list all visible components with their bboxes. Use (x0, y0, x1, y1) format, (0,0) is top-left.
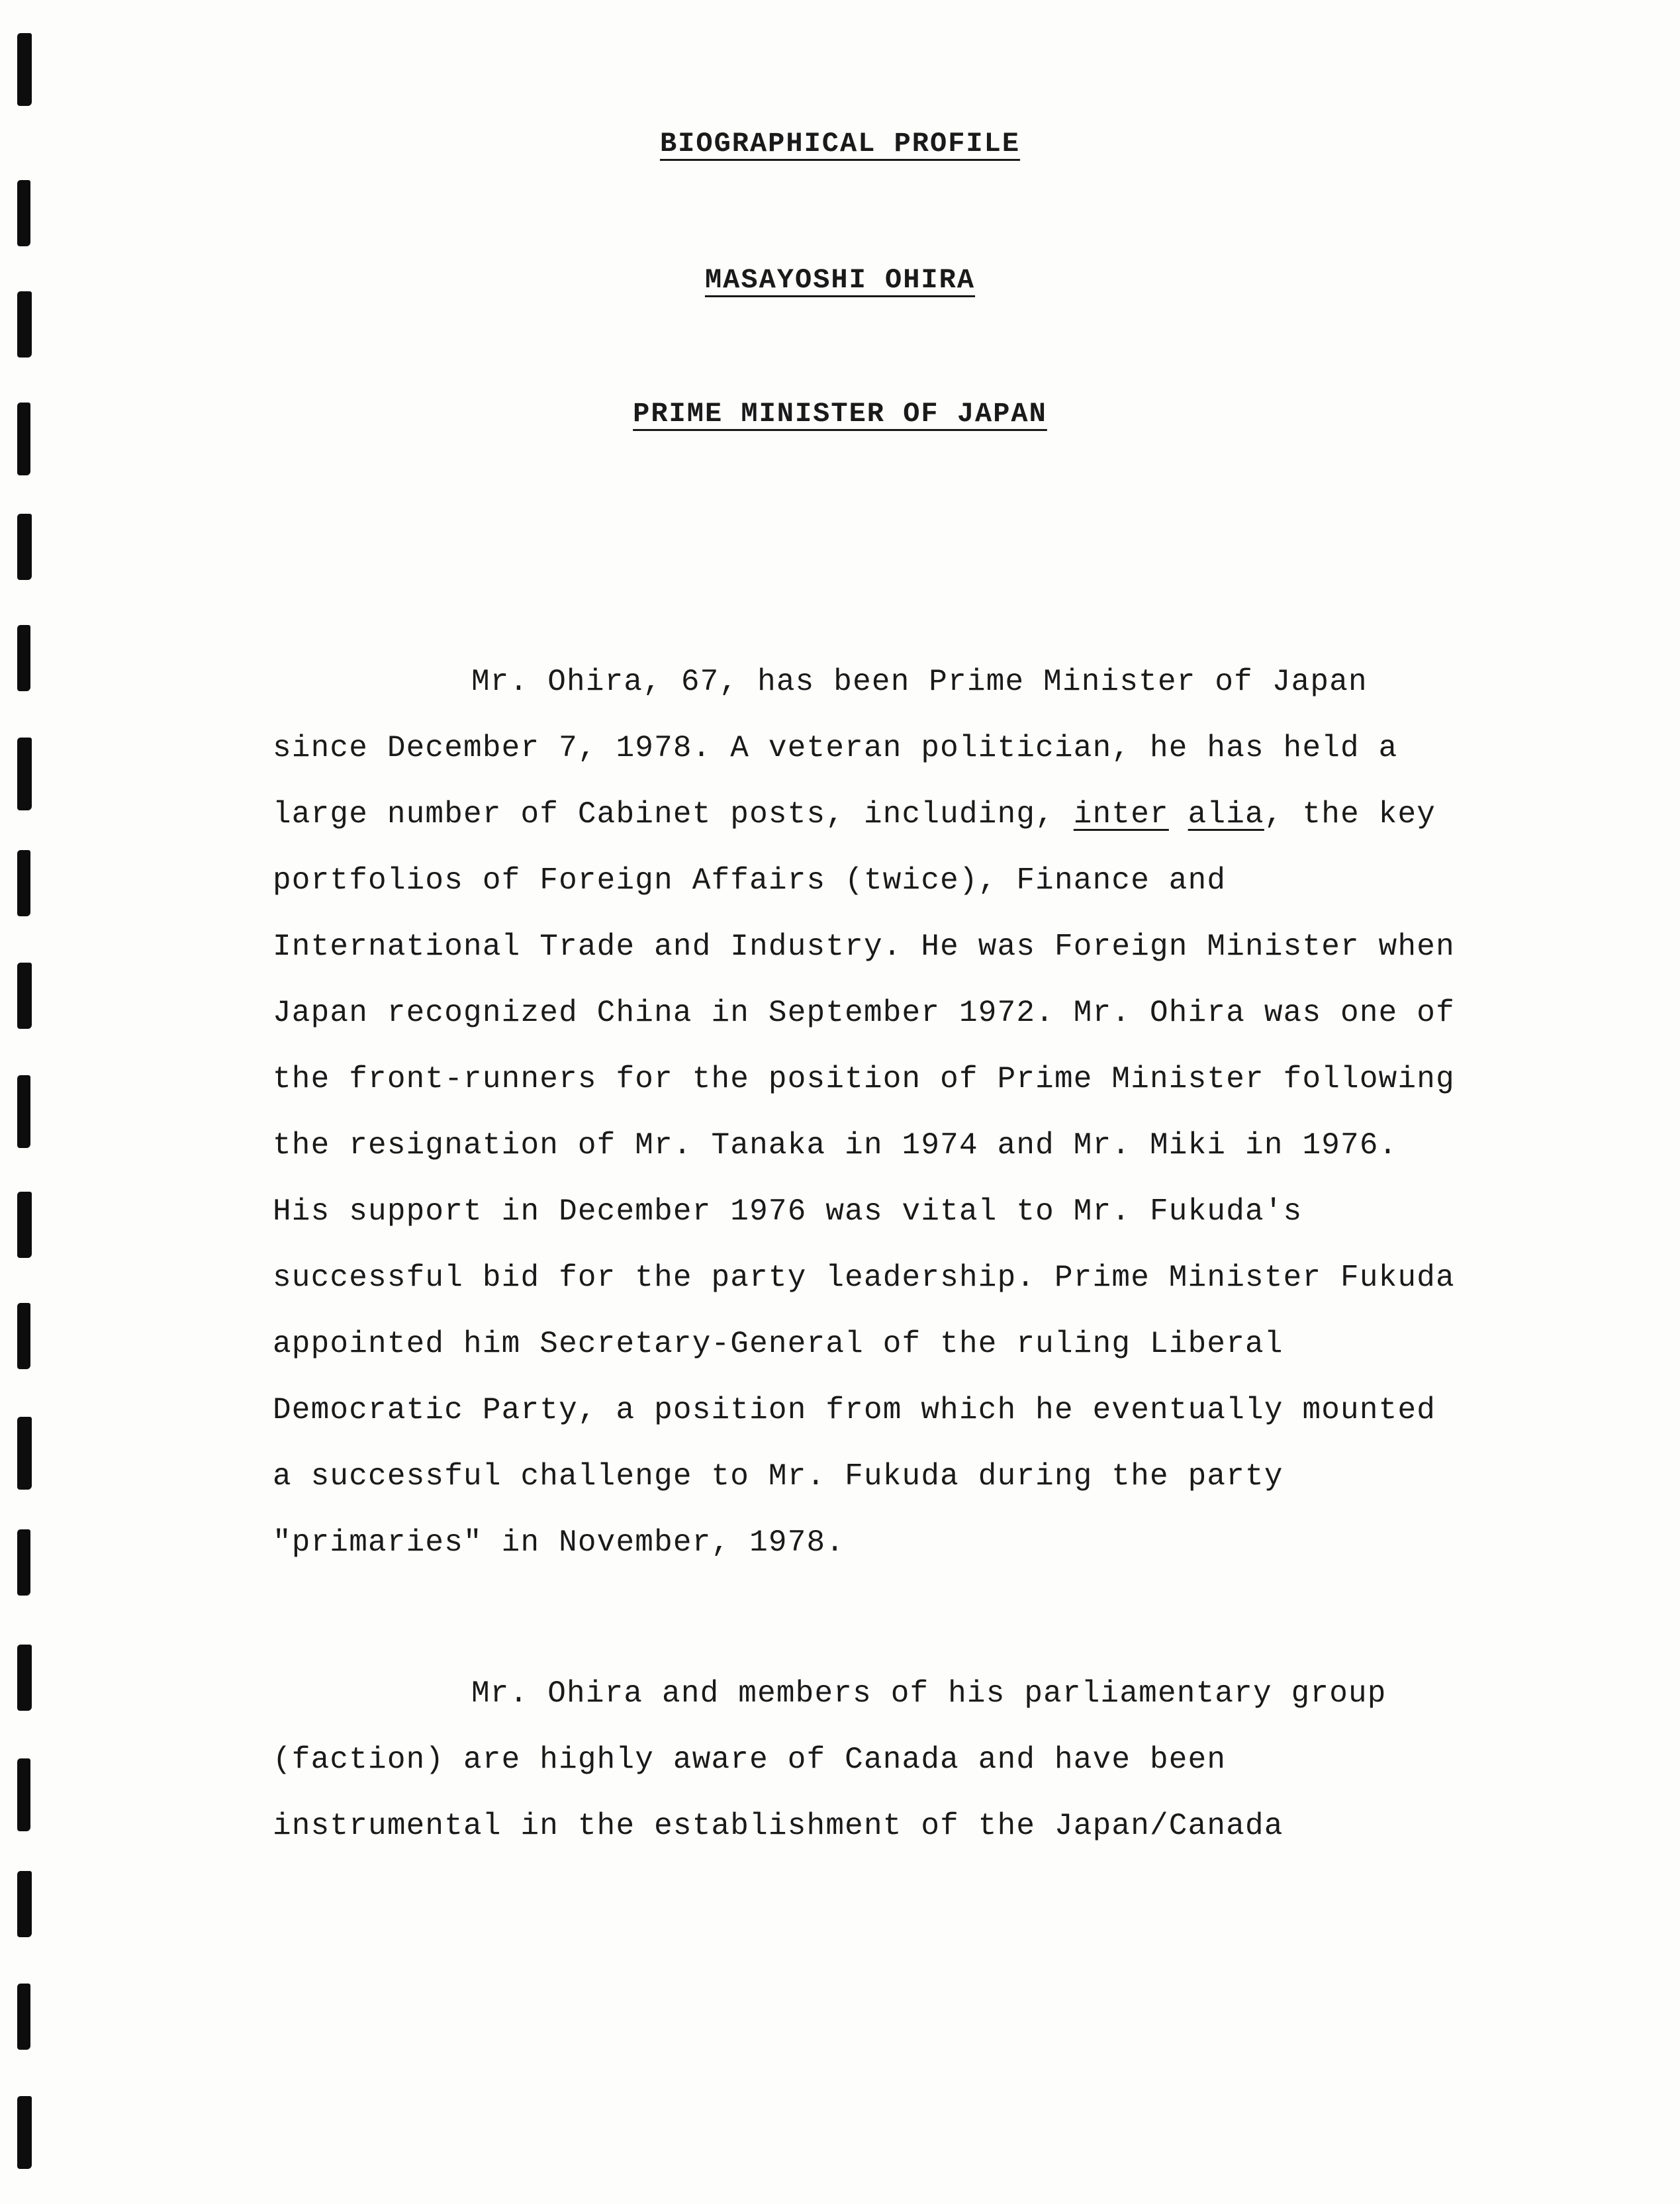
document-title: BIOGRAPHICAL PROFILE (659, 128, 1021, 160)
binder-hole-mark (17, 1871, 32, 1937)
subject-name: MASAYOSHI OHIRA (704, 264, 976, 296)
binder-hole-mark (17, 1192, 32, 1258)
binder-hole-mark (17, 1645, 32, 1711)
latin-phrase-inter: inter (1073, 797, 1169, 832)
latin-phrase-alia: alia (1188, 797, 1264, 832)
binder-hole-mark (17, 33, 32, 106)
binder-hole-mark (17, 291, 32, 358)
binder-hole-mark (17, 850, 30, 916)
binder-hole-mark (17, 1303, 30, 1369)
binder-hole-mark (17, 180, 30, 246)
binder-hole-mark (17, 1075, 30, 1148)
paragraph-career-text-a: Mr. Ohira, 67, has been Prime Minister of Japan since December 7, 1978. A veteran politician, he has held a large number of Cabinet posts, including, (273, 665, 1398, 832)
paragraph-canada: Mr. Ohira and members of his parliamentary group (faction) are highly aware of Canada and have been instrumental in the establishment of the Japan/Canada (273, 1676, 1387, 1843)
binder-hole-mark (17, 963, 32, 1029)
binder-hole-mark (17, 1758, 30, 1831)
binder-holes (12, 0, 38, 2204)
binder-hole-mark (17, 1529, 30, 1596)
binder-hole-mark (17, 625, 30, 691)
subject-position: PRIME MINISTER OF JAPAN (633, 398, 1047, 430)
binder-hole-mark (17, 738, 32, 810)
paragraph-career (273, 649, 1464, 1576)
paragraph-career-text-b: , the key portfolios of Foreign Affairs (twice), Finance and International Trade and Industry. He was Foreign Minister when Japan recognized China in September 1972. Mr. Ohira was one of the front-runners for the position of Prime Minister following the resignation of Mr. Tanaka in 1974 and Mr. Miki in 1976. His support in December 1976 was vital to Mr. Fukuda's successful bid for the party leadership. Prime Minister Fukuda appointed him Secretary-General of the ruling Liberal Democratic Party, a position from which he eventually mounted a successful challenge to Mr. Fukuda during the party "primaries" in November, 1978. (273, 797, 1455, 1560)
binder-hole-mark (17, 1417, 32, 1490)
binder-hole-mark (17, 514, 32, 580)
binder-hole-mark (17, 2096, 32, 2169)
binder-hole-mark (17, 1984, 30, 2050)
